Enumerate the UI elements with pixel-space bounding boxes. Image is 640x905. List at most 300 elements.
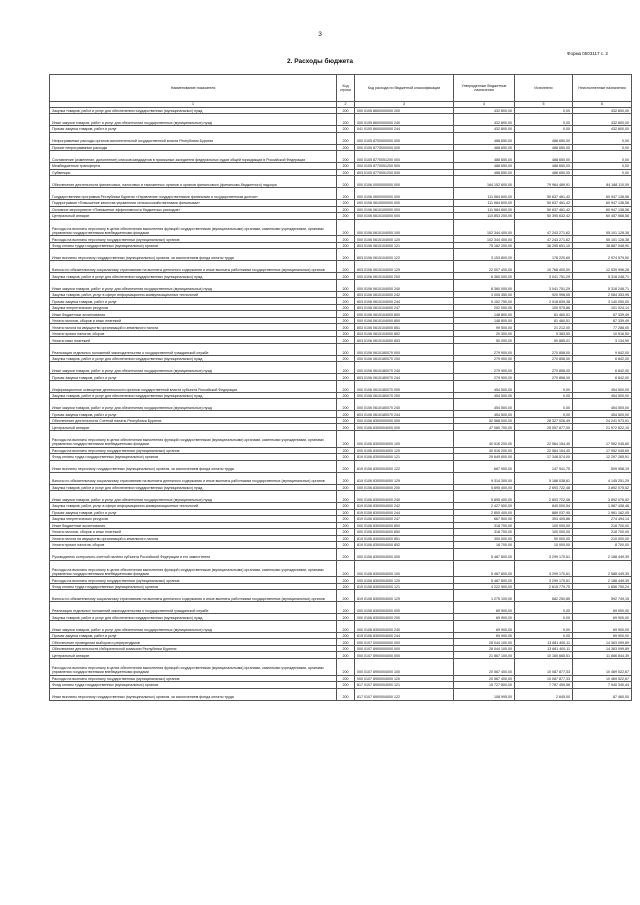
row-unexecuted: 11 686 844,39	[573, 652, 632, 659]
row-line-code: 200	[337, 472, 355, 484]
row-unexecuted: 17 952 045,60	[573, 447, 632, 454]
row-executed: 10 000,00	[515, 542, 573, 549]
row-approved: 3 153 800,00	[454, 249, 515, 261]
row-line-code: 200	[337, 577, 355, 584]
row-executed: 3 299 170,61	[515, 577, 573, 584]
row-class-code: 000 0106 0610104000 200	[355, 273, 454, 280]
row-unexecuted: 69 900,00	[573, 632, 632, 639]
row-line-code: 200	[337, 639, 355, 646]
row-line-code: 200	[337, 529, 355, 536]
row-class-code: 000 0107 8900000000 000	[355, 645, 454, 652]
section-title: 2. Расходы бюджета	[287, 58, 353, 65]
row-name: Руководитель контрольно-счетной палаты субъекта Российской Федерации и его заместители	[50, 548, 337, 560]
row-executed: 0,00	[515, 392, 573, 399]
row-executed: 0,00	[515, 380, 573, 392]
page-number: 3	[318, 31, 322, 38]
row-unexecuted: 454 500,00	[573, 392, 632, 399]
row-executed: 3 041 751,29	[515, 279, 573, 291]
row-class-code: 000 0105 8770000000 000	[355, 144, 454, 151]
row-unexecuted: 67 339,49	[573, 317, 632, 324]
row-unexecuted: 67 339,49	[573, 311, 632, 318]
row-executed: 9 383,50	[515, 330, 573, 337]
row-unexecuted: 60 947 138,58	[573, 206, 632, 213]
row-approved: 432 800,00	[454, 107, 515, 114]
row-line-code: 200	[337, 548, 355, 560]
row-approved: 28 044 100,00	[454, 639, 515, 646]
header-name: Наименование показателя	[50, 75, 337, 102]
row-approved: 5 487 800,00	[454, 577, 515, 584]
row-class-code: 041 0105 8600000000 244	[355, 126, 454, 133]
row-class-code: 000 0106 0610104000 800	[355, 311, 454, 318]
row-line-code: 200	[337, 590, 355, 602]
row-approved: 202 000,00	[454, 304, 515, 311]
row-class-code: 819 0106 8300004000 121	[355, 454, 454, 461]
row-executed: 81 460,51	[515, 317, 573, 324]
row-unexecuted: 7 940 340,44	[573, 682, 632, 689]
row-unexecuted: 454 500,00	[573, 380, 632, 392]
row-name: Расходы на выплаты персоналу государственных (муниципальных) органов	[50, 447, 337, 454]
row-unexecuted: 432 800,00	[573, 126, 632, 133]
row-line-code: 200	[337, 447, 355, 454]
row-approved: 2 800 400,00	[454, 509, 515, 516]
row-class-code: 000 0106 0610180070 200	[355, 392, 454, 399]
row-unexecuted: 1 656 750,24	[573, 583, 632, 590]
row-unexecuted: 21 972 822,10	[573, 424, 632, 431]
row-name: Центральный аппарат	[50, 652, 337, 659]
row-unexecuted: 2 084 353,95	[573, 291, 632, 298]
row-class-code: 000 0105 8600000000 240	[355, 114, 454, 126]
row-approved: 47 080 700,00	[454, 424, 515, 431]
row-executed: 147 941,75	[515, 460, 573, 472]
row-executed: 270 858,00	[515, 374, 573, 381]
row-executed: 47 243 271,62	[515, 236, 573, 243]
row-executed: 17 348 574,00	[515, 454, 573, 461]
row-unexecuted: 10 916,50	[573, 330, 632, 337]
table-row	[50, 249, 632, 261]
table-row	[50, 380, 632, 392]
row-class-code: 000 0106 8300004000 800	[355, 522, 454, 529]
row-line-code: 200	[337, 430, 355, 447]
row-executed: 47 243 271,62	[515, 219, 573, 236]
row-name: Расходы на выплаты персоналу государственных (муниципальных) органов	[50, 236, 337, 243]
row-line-code: 200	[337, 542, 355, 549]
row-class-code: 000 0106 8300004000 100	[355, 560, 454, 577]
row-unexecuted: 1 587 438,46	[573, 503, 632, 510]
row-class-code: 819 0106 8300004000 129	[355, 472, 454, 484]
row-name: Непрограммные расходы органов исполнительной государственной власти Республики Бурятия	[50, 132, 337, 144]
row-name: Закупка товаров, работ и услуг для обеспечения государственных (муниципальных) нужд	[50, 107, 337, 114]
row-line-code: 200	[337, 200, 355, 207]
row-approved: 15 727 800,00	[454, 682, 515, 689]
row-unexecuted: 274 494,14	[573, 516, 632, 523]
row-approved: 300 000,00	[454, 535, 515, 542]
row-name: Подпрограмма «Повышение качества управления сельскохозяйственными финансами»	[50, 200, 337, 207]
row-approved: 99 500,00	[454, 324, 515, 331]
col-num: 2	[337, 102, 355, 108]
row-class-code: 000 0106 0610104000 240	[355, 279, 454, 291]
header-unexecuted: Неисполненные назначения	[573, 75, 632, 102]
row-approved: 5 152 750,00	[454, 298, 515, 305]
row-approved: 108 995,00	[454, 688, 515, 700]
table-row	[50, 261, 632, 273]
row-class-code: 000 0106 0610104000 850	[355, 317, 454, 324]
row-class-code: 000 0106 8300004000 000	[355, 424, 454, 431]
row-approved: 5 487 800,00	[454, 560, 515, 577]
row-unexecuted: 6 842,00	[573, 362, 632, 374]
row-unexecuted: 69 900,00	[573, 614, 632, 621]
row-name: Прочая закупка товаров, работ и услуг	[50, 126, 337, 133]
row-name: Взносы по обязательному социальному страхованию на выплаты денежного содержания и иные выплаты работникам государственных (муниципальных) органов	[50, 261, 337, 273]
row-name: Уплата налогов, сборов и иных платежей	[50, 529, 337, 536]
row-approved: 3 005 350,00	[454, 291, 515, 298]
row-line-code: 200	[337, 620, 355, 632]
row-executed: 270 858,00	[515, 362, 573, 374]
row-executed: 889 037,95	[515, 509, 573, 516]
row-executed: 28 327 026,49	[515, 417, 573, 424]
row-line-code: 200	[337, 399, 355, 411]
table-row	[50, 548, 632, 560]
row-unexecuted: 60 947 138,58	[573, 188, 632, 200]
row-approved: 52 568 000,00	[454, 417, 515, 424]
row-executed: 2 018 609,38	[515, 298, 573, 305]
row-unexecuted: 4 145 251,29	[573, 472, 632, 484]
row-unexecuted: 55 101 128,38	[573, 219, 632, 236]
row-name: Уплата налога на имущество организаций и земельного налога	[50, 535, 337, 542]
row-name: Уплата прочих налогов, сборов	[50, 542, 337, 549]
row-unexecuted: 6 842,00	[573, 355, 632, 362]
row-executed: 5 188 038,61	[515, 472, 573, 484]
row-executed: 25 057 877,00	[515, 424, 573, 431]
row-class-code: 803 0106 0610104000 122	[355, 249, 454, 261]
row-class-code: 000 0106 0000000000 000	[355, 176, 454, 188]
row-name: Расходы на выплаты персоналу в целях обеспечения выполнения функций государственными (муниципальными) органами, казенными учреждениями, органами управления государственными внебюджетными фондами	[50, 219, 337, 236]
row-unexecuted: 218 700,00	[573, 522, 632, 529]
row-name: Прочая закупка товаров, работ и услуг	[50, 632, 337, 639]
row-line-code: 200	[337, 632, 355, 639]
row-line-code: 200	[337, 652, 355, 659]
row-unexecuted: 12 539 996,28	[573, 261, 632, 273]
row-class-code: 000 0106 0610104000 120	[355, 236, 454, 243]
row-approved: 18 700,00	[454, 542, 515, 549]
row-executed: 79 964 489,91	[515, 176, 573, 188]
row-name: Закупка энергетических ресурсов	[50, 516, 337, 523]
row-line-code: 200	[337, 522, 355, 529]
row-line-code: 200	[337, 682, 355, 689]
row-unexecuted: 2 188 449,39	[573, 577, 632, 584]
row-name: Уплата налогов, сборов и иных платежей	[50, 317, 337, 324]
row-class-code: 817 0107 8900004000 121	[355, 682, 454, 689]
row-class-code: 000 0105 8600000000 200	[355, 107, 454, 114]
row-name: Расходы на выплаты персоналу государственных (муниципальных) органов	[50, 675, 337, 682]
row-class-code: 000 0105 8770051200 500	[355, 163, 454, 170]
row-approved: 454 500,00	[454, 380, 515, 392]
row-executed: 840 000,54	[515, 503, 573, 510]
row-class-code: 819 0106 8300004000 244	[355, 509, 454, 516]
row-class-code: 000 0107 8900004000 100	[355, 658, 454, 675]
row-name: Иные выплаты персоналу государственных (муниципальных) органов, за исключением фонда оплаты труда	[50, 249, 337, 261]
row-line-code: 200	[337, 411, 355, 418]
row-name: Обеспечение деятельности Избирательной комиссии Республики Бурятия	[50, 645, 337, 652]
row-name: Обеспечение деятельности Счетной палаты Республики Бурятия	[50, 417, 337, 424]
row-approved: 279 900,00	[454, 355, 515, 362]
row-class-code: 000 0106 0610100000 000	[355, 206, 454, 213]
row-name: Иные выплаты персоналу государственных (муниципальных) органов, за исключением фонда оплаты труда	[50, 460, 337, 472]
row-unexecuted: 509 958,19	[573, 460, 632, 472]
row-line-code: 200	[337, 236, 355, 243]
row-executed: 50 865,01	[515, 337, 573, 344]
row-class-code: 000 0105 8770051200 000	[355, 151, 454, 163]
row-class-code: 803 0106 0610104000 247	[355, 304, 454, 311]
row-class-code: 819 0106 8300004000 244	[355, 632, 454, 639]
row-class-code: 803 0106 0610104000 244	[355, 298, 454, 305]
table-row	[50, 176, 632, 188]
row-approved: 667 500,00	[454, 516, 515, 523]
row-name: Государственная программа Республики Бурятия «Управление государственными финансами и государственным долгом»	[50, 188, 337, 200]
row-name: Иные бюджетные ассигнования	[50, 522, 337, 529]
row-approved: 50 000,00	[454, 337, 515, 344]
row-line-code: 200	[337, 126, 355, 133]
row-unexecuted: 454 500,00	[573, 399, 632, 411]
row-unexecuted: 454 500,00	[573, 411, 632, 418]
row-line-code: 200	[337, 304, 355, 311]
row-name: Взносы по обязательному социальному страхованию на выплаты денежного содержания и иные выплаты работникам государственных (муниципальных) органов	[50, 472, 337, 484]
row-approved: 111 584 600,00	[454, 206, 515, 213]
row-approved: 40 516 200,00	[454, 447, 515, 454]
table-row	[50, 688, 632, 700]
table-row	[50, 343, 632, 355]
row-class-code: 819 0106 8300004000 852	[355, 542, 454, 549]
row-executed: 50 637 461,42	[515, 200, 573, 207]
row-unexecuted: 5 318 248,71	[573, 279, 632, 291]
row-approved: 1 275 100,00	[454, 590, 515, 602]
row-executed: 22 564 154,40	[515, 447, 573, 454]
row-line-code: 200	[337, 213, 355, 220]
row-line-code: 200	[337, 291, 355, 298]
row-line-code: 200	[337, 645, 355, 652]
row-class-code: 000 0106 8300004000 000	[355, 602, 454, 614]
row-line-code: 200	[337, 107, 355, 114]
row-name: Закупка товаров, работ и услуг для обеспечения государственных (муниципальных) нужд	[50, 614, 337, 621]
row-name: Иные закупки товаров, работ и услуг для обеспечения государственных (муниципальных) нужд	[50, 279, 337, 291]
row-approved: 5 895 400,00	[454, 484, 515, 491]
row-line-code: 200	[337, 298, 355, 305]
row-unexecuted: 69 900,00	[573, 602, 632, 614]
row-line-code: 200	[337, 460, 355, 472]
row-line-code: 200	[337, 188, 355, 200]
row-approved: 69 900,00	[454, 632, 515, 639]
row-unexecuted: 3 892 075,52	[573, 484, 632, 491]
row-approved: 667 900,00	[454, 460, 515, 472]
row-unexecuted: 24 241 973,51	[573, 417, 632, 424]
row-class-code: 000 0106 8300004000 120	[355, 577, 454, 584]
table-row	[50, 132, 632, 144]
row-unexecuted: 38 887 548,90	[573, 242, 632, 249]
row-approved: 488 650,00	[454, 151, 515, 163]
row-executed: 3 299 170,61	[515, 548, 573, 560]
row-class-code: 819 0106 8300004000 121	[355, 583, 454, 590]
row-executed: 270 858,00	[515, 355, 573, 362]
row-executed: 0,00	[515, 632, 573, 639]
row-line-code: 200	[337, 583, 355, 590]
row-unexecuted: 3 892 076,52	[573, 491, 632, 503]
row-unexecuted: 77 288,00	[573, 324, 632, 331]
row-executed: 0,00	[515, 399, 573, 411]
table-row	[50, 114, 632, 126]
row-executed: 488 650,00	[515, 151, 573, 163]
header-row	[50, 75, 632, 102]
row-line-code: 200	[337, 324, 355, 331]
row-executed: 21 212,00	[515, 324, 573, 331]
row-executed: 0,00	[515, 114, 573, 126]
row-approved: 5 487 800,00	[454, 548, 515, 560]
row-class-code: 000 0106 0610000000 000	[355, 200, 454, 207]
row-name: Расходы на выплаты персоналу государственных (муниципальных) органов	[50, 577, 337, 584]
row-line-code: 200	[337, 169, 355, 176]
row-name: Взносы по обязательному социальному страхованию на выплаты денежного содержания и иные выплаты работникам государственных (муниципальных) органов	[50, 590, 337, 602]
row-name: Обеспечение деятельности финансовых, налоговых и таможенных органов и органов финансового (финансово-бюджетного) надзора	[50, 176, 337, 188]
row-class-code: 819 0106 8300004000 851	[355, 535, 454, 542]
row-approved: 5 895 400,00	[454, 491, 515, 503]
row-unexecuted: 12 297 265,91	[573, 454, 632, 461]
row-name: Иные закупки товаров, работ и услуг для обеспечения государственных (муниципальных) нужд	[50, 491, 337, 503]
row-unexecuted: 84 188 110,09	[573, 176, 632, 188]
row-name: Фонд оплаты труда государственных (муниципальных) органов	[50, 242, 337, 249]
row-name: Иные закупки товаров, работ и услуг для обеспечения государственных (муниципальных) нужд	[50, 399, 337, 411]
row-name: Закупка товаров, работ и услуг для обеспечения государственных (муниципальных) нужд	[50, 273, 337, 280]
row-name: Иные закупки товаров, работ и услуг для обеспечения государственных (муниципальных) нужд	[50, 620, 337, 632]
table-row	[50, 151, 632, 163]
row-approved: 111 584 600,00	[454, 200, 515, 207]
table-row	[50, 602, 632, 614]
row-executed: 100 975,86	[515, 304, 573, 311]
row-unexecuted: 10 469 522,67	[573, 675, 632, 682]
row-line-code: 200	[337, 330, 355, 337]
row-executed: 2 615 779,75	[515, 583, 573, 590]
row-unexecuted: 69 900,00	[573, 620, 632, 632]
row-class-code: 000 0106 8300004000 200	[355, 614, 454, 621]
row-approved: 8 360 000,00	[454, 279, 515, 291]
expenses-table	[49, 74, 632, 701]
row-executed: 488 650,00	[515, 132, 573, 144]
row-approved: 279 900,00	[454, 374, 515, 381]
row-class-code: 000 0106 8300004000 120	[355, 447, 454, 454]
row-name: Субвенции	[50, 169, 337, 176]
col-num: 5	[515, 102, 573, 108]
row-name: Обеспечение проведения выборов и референдумов	[50, 639, 337, 646]
row-name: Прочие непрограммные расходы	[50, 144, 337, 151]
table-row	[50, 460, 632, 472]
row-class-code: 000 0106 0610180070 240	[355, 362, 454, 374]
row-unexecuted: 6 842,00	[573, 374, 632, 381]
row-unexecuted: 1 961 162,05	[573, 509, 632, 516]
row-line-code: 200	[337, 380, 355, 392]
row-line-code: 200	[337, 343, 355, 355]
row-executed: 22 564 154,40	[515, 430, 573, 447]
row-class-code: 000 0106 0610180070 000	[355, 343, 454, 355]
row-line-code: 200	[337, 176, 355, 188]
row-line-code: 200	[337, 535, 355, 542]
row-executed: 488 650,00	[515, 144, 573, 151]
row-line-code: 200	[337, 337, 355, 344]
header-class-code: Код расхода по бюджетной классификации	[355, 75, 454, 102]
row-class-code: 000 0106 0610104000 100	[355, 219, 454, 236]
row-approved: 102 344 400,00	[454, 219, 515, 236]
row-class-code: 000 0106 8300004000 850	[355, 529, 454, 536]
row-executed: 100 000,00	[515, 529, 573, 536]
row-unexecuted: 2 588 449,39	[573, 560, 632, 577]
header-executed: Исполнено	[515, 75, 573, 102]
row-approved: 9 314 300,00	[454, 472, 515, 484]
row-unexecuted: 17 952 045,60	[573, 430, 632, 447]
row-line-code: 200	[337, 614, 355, 621]
row-class-code: 000 0106 8300000000 000	[355, 417, 454, 424]
row-name: Иные бюджетные ассигнования	[50, 311, 337, 318]
row-approved: 488 650,00	[454, 132, 515, 144]
row-class-code: 803 0106 0610104000 129	[355, 261, 454, 273]
row-name: Иные закупки товаров, работ и услуг для обеспечения государственных (муниципальных) нужд	[50, 114, 337, 126]
row-line-code: 200	[337, 144, 355, 151]
row-name: Уплата прочих налогов, сборов	[50, 330, 337, 337]
row-executed: 488 650,00	[515, 169, 573, 176]
row-executed: 36 295 651,10	[515, 242, 573, 249]
row-approved: 111 584 600,00	[454, 188, 515, 200]
row-approved: 75 182 200,00	[454, 242, 515, 249]
row-name: Межбюджетные трансферты	[50, 163, 337, 170]
row-executed: 10 768 400,00	[515, 261, 573, 273]
row-approved: 432 800,00	[454, 126, 515, 133]
row-name: Информационное освещение деятельности органов государственной власти субъекта Российской Федерации	[50, 380, 337, 392]
row-executed: 50 637 461,42	[515, 206, 573, 213]
row-line-code: 200	[337, 311, 355, 318]
row-unexecuted: 432 800,00	[573, 107, 632, 114]
row-line-code: 200	[337, 279, 355, 291]
row-executed: 3 299 170,61	[515, 560, 573, 577]
row-approved: 318 700,00	[454, 522, 515, 529]
row-unexecuted: 432 800,00	[573, 114, 632, 126]
row-unexecuted: 3 140 050,00	[573, 298, 632, 305]
row-class-code: 000 0105 8700000000 000	[355, 132, 454, 144]
row-line-code: 200	[337, 424, 355, 431]
row-class-code: 000 0107 8900004000 120	[355, 675, 454, 682]
row-line-code: 200	[337, 688, 355, 700]
row-name: Прочая закупка товаров, работ и услуг	[50, 298, 337, 305]
row-executed: 682 250,85	[515, 590, 573, 602]
row-line-code: 200	[337, 362, 355, 374]
row-unexecuted: 8 700,00	[573, 542, 632, 549]
row-approved: 454 500,00	[454, 399, 515, 411]
row-unexecuted: 210 000,00	[573, 535, 632, 542]
row-approved: 20 567 400,00	[454, 675, 515, 682]
row-approved: 454 500,00	[454, 411, 515, 418]
row-executed: 13 681 400,11	[515, 639, 573, 646]
header-line-code: Код строки	[337, 75, 355, 102]
row-line-code: 200	[337, 163, 355, 170]
row-executed: 2 693 722,48	[515, 484, 573, 491]
row-name: Прочая закупка товаров, работ и услуг	[50, 509, 337, 516]
row-class-code: 000 0107 8900004000 000	[355, 652, 454, 659]
table-row	[50, 279, 632, 291]
row-executed: 10 087 877,33	[515, 675, 573, 682]
row-approved: 488 650,00	[454, 163, 515, 170]
row-line-code: 200	[337, 242, 355, 249]
row-name: Закупка товаров, работ, услуг в сфере информационно-коммуникационных технологий	[50, 503, 337, 510]
row-line-code: 200	[337, 675, 355, 682]
row-unexecuted: 2 974 579,50	[573, 249, 632, 261]
row-approved: 164 152 600,00	[454, 176, 515, 188]
row-line-code: 200	[337, 114, 355, 126]
table-row	[50, 560, 632, 577]
row-executed: 178 220,60	[515, 249, 573, 261]
